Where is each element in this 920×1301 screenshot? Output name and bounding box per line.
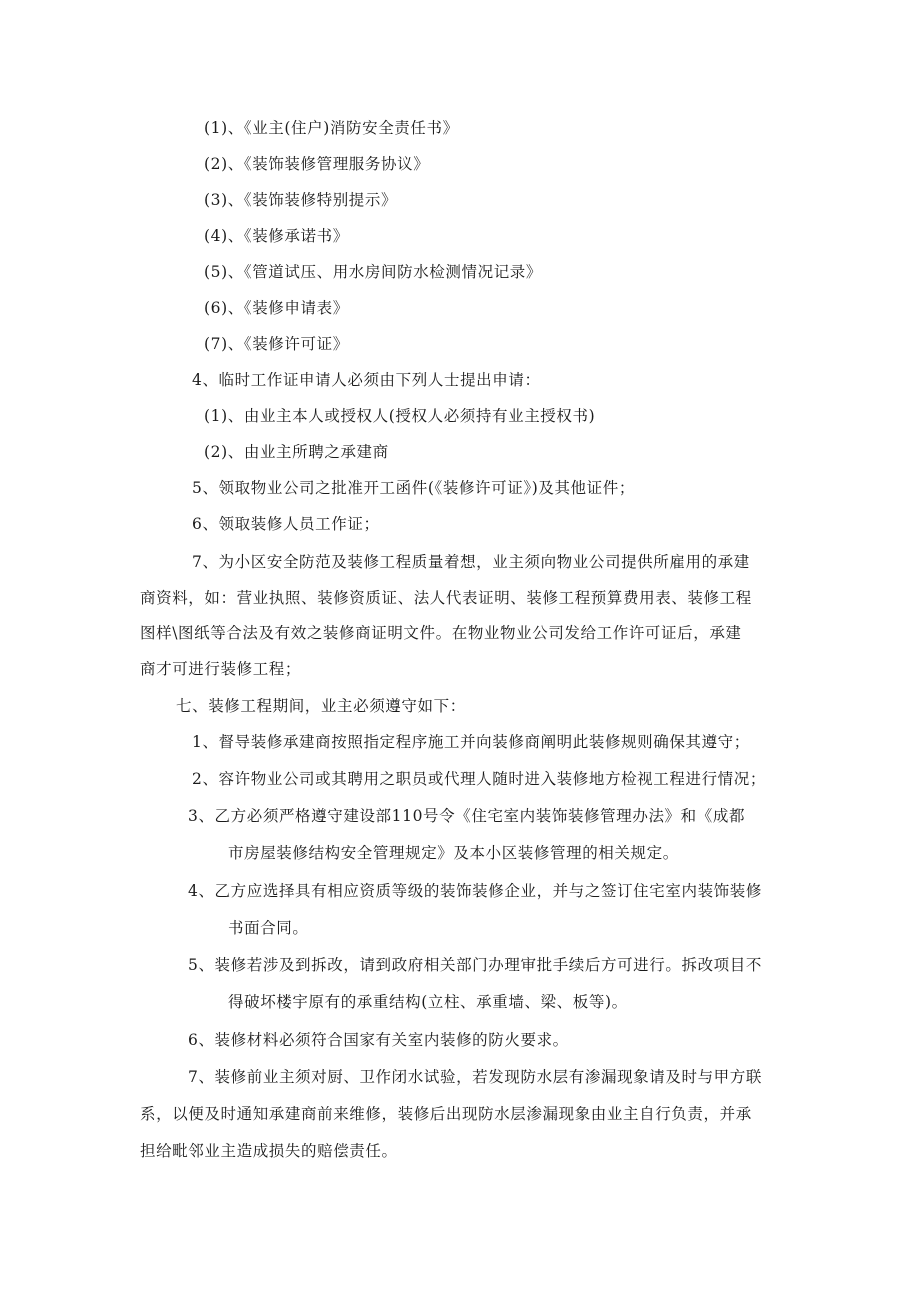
item-4-heading: 4、临时工作证申请人必须由下列人士提出申请：	[192, 371, 541, 389]
rule-3-line: 市房屋装修结构安全管理规定》及本小区装修管理的相关规定。	[228, 844, 679, 862]
rule-2: 2、容许物业公司或其聘用之职员或代理人随时进入装修地方检视工程进行情况；	[192, 770, 766, 788]
rule-6: 6、装修材料必须符合国家有关室内装修的防火要求。	[188, 1031, 569, 1049]
item-7-line: 图样\图纸等合法及有效之装修商证明文件。在物业物业公司发给工作许可证后，承建	[140, 624, 742, 642]
document-list-item: (5)、《管道试压、用水房间防水检测情况记录》	[204, 263, 543, 281]
rule-5-line: 得破坏楼宇原有的承重结构(立柱、承重墙、梁、板等)。	[228, 993, 628, 1011]
rule-4-line: 书面合同。	[228, 919, 309, 937]
item-4-subitem: (2)、由业主所聘之承建商	[204, 443, 389, 461]
document-list-item: (2)、《装饰装修管理服务协议》	[204, 155, 430, 173]
rule-4-line: 4、乙方应选择具有相应资质等级的装饰装修企业，并与之签订住宅室内装饰装修	[188, 882, 762, 900]
document-list-item: (3)、《装饰装修特别提示》	[204, 191, 398, 209]
rule-3-line: 3、乙方必须严格遵守建设部110号令《住宅室内装饰装修管理办法》和《成都	[188, 807, 746, 825]
document-list-item: (4)、《装修承诺书》	[204, 227, 349, 245]
rule-7-line: 担给毗邻业主造成损失的赔偿责任。	[140, 1142, 398, 1160]
section-7-heading: 七、装修工程期间，业主必须遵守如下：	[176, 697, 466, 715]
item-7-line: 7、为小区安全防范及装修工程质量着想，业主须向物业公司提供所雇用的承建	[192, 553, 750, 571]
rule-7-line: 系，以便及时通知承建商前来维修，装修后出现防水层渗漏现象由业主自行负责，并承	[140, 1105, 752, 1123]
rule-1: 1、督导装修承建商按照指定程序施工并向装修商阐明此装修规则确保其遵守；	[192, 733, 750, 751]
document-list-item: (7)、《装修许可证》	[204, 335, 349, 353]
item-6: 6、领取装修人员工作证；	[192, 515, 380, 533]
rule-5-line: 5、装修若涉及到拆改，请到政府相关部门办理审批手续后方可进行。拆改项目不	[188, 956, 762, 974]
item-5: 5、领取物业公司之批准开工函件(《装修许可证》)及其他证件；	[192, 479, 635, 497]
item-7-line: 商才可进行装修工程；	[140, 660, 302, 678]
rule-7-line: 7、装修前业主须对厨、卫作闭水试验，若发现防水层有渗漏现象请及时与甲方联	[188, 1068, 762, 1086]
item-4-subitem: (1)、由业主本人或授权人(授权人必须持有业主授权书)	[204, 407, 596, 425]
document-list-item: (1)、《业主(住户)消防安全责任书》	[204, 119, 459, 137]
document-list-item: (6)、《装修申请表》	[204, 299, 349, 317]
item-7-line: 商资料，如：营业执照、装修资质证、法人代表证明、装修工程预算费用表、装修工程	[140, 589, 752, 607]
